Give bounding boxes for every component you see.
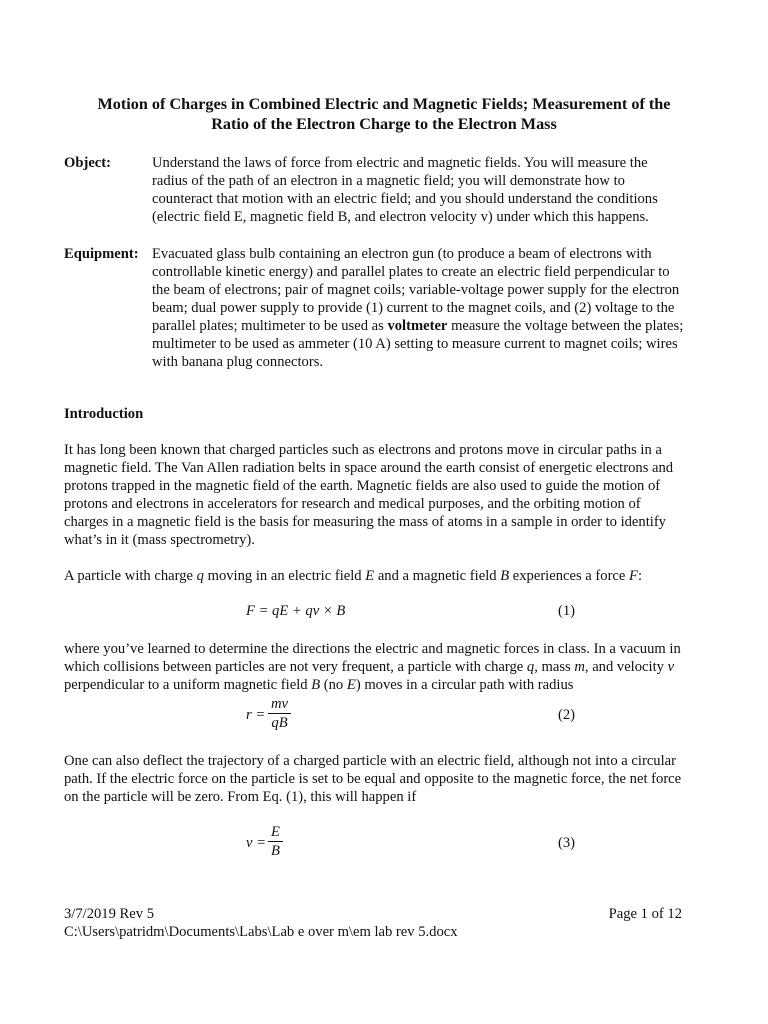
paragraph-line (64, 658, 704, 676)
equation-2-lhs: r = (246, 707, 266, 723)
var-E: E (346, 677, 356, 693)
equation-1-expression: F = qE + qv × B (246, 603, 346, 619)
paragraph-line (64, 567, 704, 585)
title-line-2: Ratio of the Electron Charge to the Electron Mass (211, 115, 557, 133)
equipment-line: beam; dual power supply to provide (1) current to the magnet coils, and (2) voltage to the (152, 300, 675, 316)
var-F: F (629, 568, 638, 584)
page-footer (64, 905, 704, 941)
equation-2-fraction (268, 696, 291, 733)
equation-3-numerator: E (268, 824, 283, 842)
text-run: , and velocity (584, 659, 668, 675)
text-run: ) moves in a circular path with radius (355, 677, 574, 693)
text-run: and a magnetic field (374, 568, 501, 584)
intro-paragraph-3 (64, 640, 704, 694)
var-m: m (574, 659, 585, 675)
object-line: Understand the laws of force from electric and magnetic fields. You will measure the (152, 155, 648, 171)
footer-row (64, 923, 704, 941)
equation-2-denominator: qB (271, 715, 288, 731)
equation-1-number: (1) (558, 603, 576, 619)
intro-paragraph-1 (64, 441, 704, 549)
var-B: B (500, 568, 510, 584)
text-run: (no (320, 677, 347, 693)
equation-3-denominator: B (271, 843, 280, 859)
equipment-line (152, 317, 704, 335)
object-line: counteract that motion with an electric field; and you should understand the conditions (152, 191, 658, 207)
equipment-line: the beam of electrons; pair of magnet coils; variable-voltage power supply for the electron (152, 282, 680, 298)
var-E: E (365, 568, 375, 584)
footer-page-number: Page 1 of 12 (608, 906, 682, 922)
equipment-line5-pre: parallel plates; multimeter to be used as (152, 318, 388, 334)
object-text (152, 154, 704, 226)
equation-3-fraction (268, 824, 283, 861)
equation-2 (64, 696, 704, 736)
text-run: , mass (534, 659, 575, 675)
equipment-line5-post: measure the voltage between the plates; (447, 318, 684, 334)
var-q: q (526, 659, 535, 675)
equipment-line: multimeter to be used as ammeter (10 A) setting to measure current to magnet coils; wires (152, 336, 678, 352)
footer-file-path: C:\Users\patridm\Documents\Labs\Lab e over m\em lab rev 5.docx (64, 924, 458, 940)
title-line-1: Motion of Charges in Combined Electric and Magnetic Fields; Measurement of the (97, 95, 671, 113)
object-line: (electric field E, magnetic field B, and electron velocity v) under which this happens. (152, 209, 649, 225)
text-run: perpendicular to a uniform magnetic field (64, 677, 312, 693)
object-line: radius of the path of an electron in a magnetic field; you will demonstrate how to (152, 173, 625, 189)
text-run: : (637, 568, 643, 584)
paragraph-line: magnetic field. The Van Allen radiation belts in space around the earth consist of energetic electrons and (64, 460, 674, 476)
object-label: Object: (64, 155, 112, 171)
var-B: B (311, 677, 321, 693)
var-q: q (196, 568, 204, 584)
paragraph-line: what’s in it (mass spectrometry). (64, 532, 255, 548)
object-section (64, 154, 704, 226)
paragraph-line: protons and electrons in accelerators for research and medical purposes, and the orbiting motion of (64, 496, 641, 512)
paragraph-line: path. If the electric force on the particle is set to be equal and opposite to the magnetic force, the net force (64, 771, 682, 787)
footer-date-rev: 3/7/2019 Rev 5 (64, 906, 154, 922)
text-run: moving in an electric field (203, 568, 366, 584)
paragraph-line: It has long been known that charged particles such as electrons and protons move in circular paths in a (64, 442, 662, 458)
voltmeter-bold: voltmeter (387, 318, 448, 334)
equipment-line: Evacuated glass bulb containing an electron gun (to produce a beam of electrons with (152, 246, 652, 262)
footer-row (64, 905, 704, 923)
document-title (64, 94, 704, 134)
paragraph-line: One can also deflect the trajectory of a charged particle with an electric field, although not into a circular (64, 753, 676, 769)
paragraph-line: where you’ve learned to determine the directions the electric and magnetic forces in class. In a vacuum in (64, 641, 681, 657)
equipment-label: Equipment: (64, 246, 139, 262)
equation-3-number: (3) (558, 835, 576, 851)
equation-2-number: (2) (558, 707, 576, 723)
var-v: v (667, 659, 675, 675)
paragraph-line (64, 676, 704, 694)
equation-3-lhs: v = (246, 835, 266, 851)
paragraph-line: charges in a magnetic field is the basis for measuring the mass of atoms in a sample in order to identify (64, 514, 666, 530)
intro-paragraph-2 (64, 567, 704, 585)
equipment-section (64, 245, 704, 371)
text-run: which collisions between particles are not very frequent, a particle with charge (64, 659, 527, 675)
paragraph-line: protons trapped in the magnetic field of the earth. Magnetic fields are also used to guide the motion of (64, 478, 661, 494)
equipment-line: with banana plug connectors. (152, 354, 324, 370)
equipment-line: controllable kinetic energy) and parallel plates to create an electric field perpendicular to (152, 264, 670, 280)
intro-paragraph-4 (64, 752, 704, 806)
equation-1 (64, 602, 704, 642)
introduction-heading: Introduction (64, 406, 144, 422)
text-run: experiences a force (509, 568, 630, 584)
equation-3 (64, 822, 704, 862)
equation-2-numerator: mv (268, 696, 291, 714)
text-run: A particle with charge (64, 568, 197, 584)
equipment-text (152, 245, 704, 371)
paragraph-line: on the particle will be zero. From Eq. (1), this will happen if (64, 789, 417, 805)
